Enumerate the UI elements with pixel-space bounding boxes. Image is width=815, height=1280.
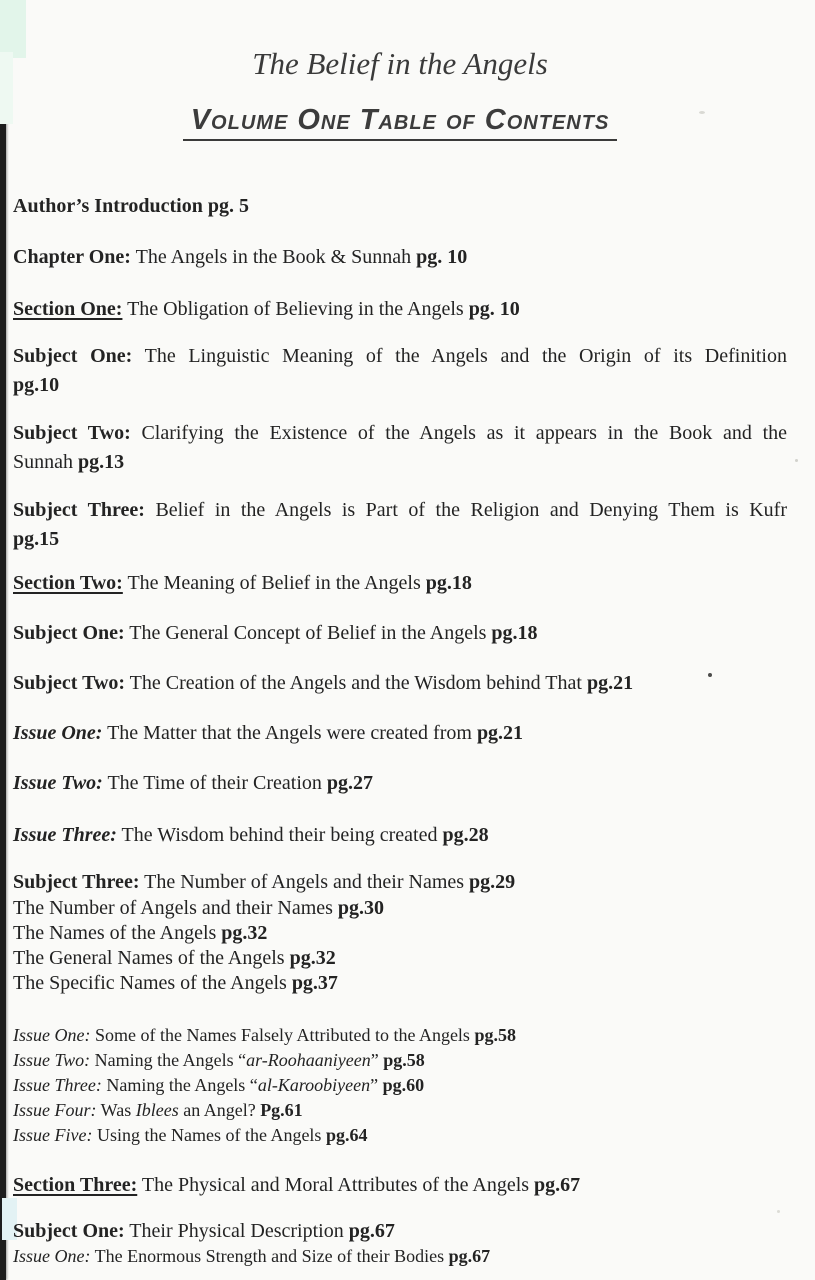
- toc-entry: Subject Three: The Number of Angels and their Names pg.29: [13, 871, 516, 893]
- toc-heading: Volume One Table of Contents: [183, 104, 618, 141]
- toc-entry: Section Three: The Physical and Moral Attributes of the Angels pg.67: [13, 1174, 581, 1196]
- subtitle-wrap: [13, 104, 787, 141]
- toc-entry: Issue One: The Matter that the Angels were created from pg.21: [13, 722, 524, 744]
- toc-entry: The Names of the Angels pg.32: [13, 922, 268, 944]
- scan-speck: [795, 459, 798, 462]
- toc-entry: Issue One: Some of the Names Falsely Attributed to the Angels pg.58: [13, 1025, 516, 1045]
- scan-tint-artifact: [0, 52, 13, 124]
- toc-entry: The General Names of the Angels pg.32: [13, 947, 336, 969]
- toc-entry: The Number of Angels and their Names pg.30: [13, 897, 385, 919]
- book-title: The Belief in the Angels: [252, 46, 548, 81]
- toc-entry: Issue Two: Naming the Angels “ar-Roohaaniyeen” pg.58: [13, 1050, 425, 1070]
- toc-entry: Subject One: The Linguistic Meaning of the Angels and the Origin of its Definition pg.10: [13, 345, 787, 396]
- page-content: [13, 0, 787, 1269]
- toc-entry: Subject Three: Belief in the Angels is Part of the Religion and Denying Them is Kufr pg.15: [13, 499, 787, 550]
- toc-entry: Issue Three: Naming the Angels “al-Karoobiyeen” pg.60: [13, 1075, 425, 1095]
- toc-entry: Issue Five: Using the Names of the Angels pg.64: [13, 1125, 368, 1145]
- toc-entry: Issue Four: Was Iblees an Angel? Pg.61: [13, 1100, 303, 1120]
- toc-entry: Issue Two: The Time of their Creation pg.27: [13, 772, 374, 794]
- toc-entry: The Specific Names of the Angels pg.37: [13, 972, 338, 994]
- toc-entry: Issue One: The Enormous Strength and Size of their Bodies pg.67: [13, 1246, 491, 1266]
- toc-entries: [13, 192, 787, 1269]
- toc-entry: Chapter One: The Angels in the Book & Sunnah pg. 10: [13, 246, 468, 268]
- toc-entry: Issue Three: The Wisdom behind their being created pg.28: [13, 824, 489, 846]
- scan-edge-artifact: [0, 24, 6, 1280]
- toc-entry: Section One: The Obligation of Believing in the Angels pg. 10: [13, 298, 520, 320]
- toc-entry: Section Two: The Meaning of Belief in the Angels pg.18: [13, 572, 472, 594]
- toc-entry: Author’s Introduction pg. 5: [13, 195, 249, 217]
- toc-entry: Subject Two: Clarifying the Existence of the Angels as it appears in the Book and the Sunnah pg.13: [13, 422, 788, 473]
- toc-entry: Subject One: The General Concept of Belief in the Angels pg.18: [13, 622, 538, 644]
- toc-entry: Subject One: Their Physical Description pg.67: [13, 1220, 395, 1242]
- toc-entry: Subject Two: The Creation of the Angels and the Wisdom behind That pg.21: [13, 672, 634, 694]
